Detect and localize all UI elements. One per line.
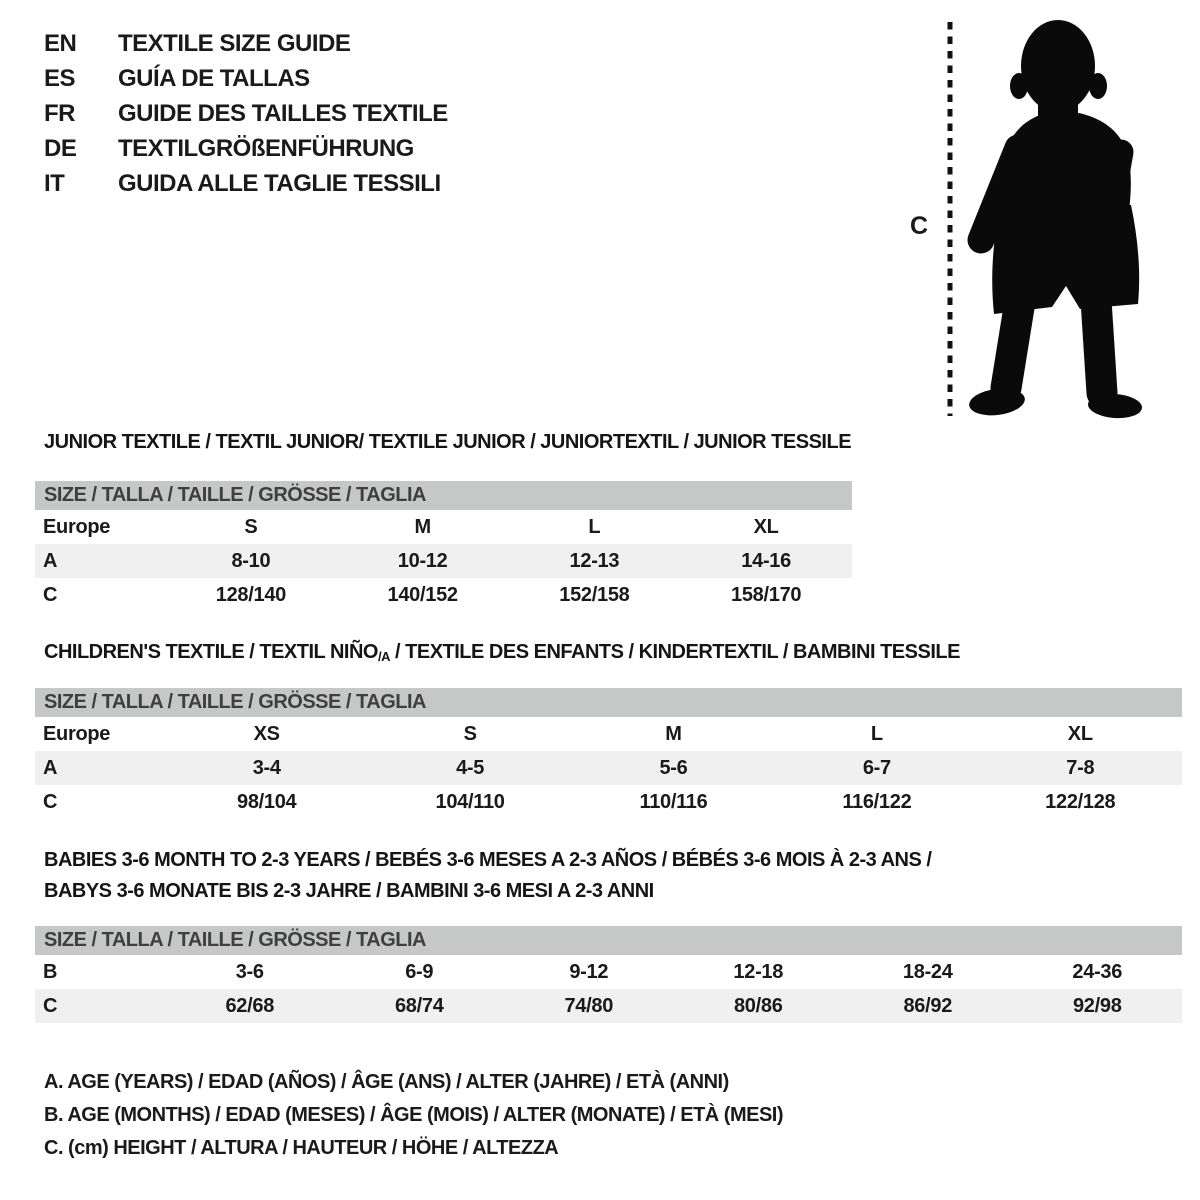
size-header-band: SIZE / TALLA / TAILLE / GRÖSSE / TAGLIA	[35, 926, 1182, 955]
size-value-cell: 6-9	[405, 960, 434, 983]
size-value-cell: 116/122	[842, 790, 912, 813]
junior-section-title: JUNIOR TEXTILE / TEXTIL JUNIOR/ TEXTILE JUNIOR / JUNIORTEXTIL / JUNIOR TESSILE	[44, 431, 852, 453]
table-row	[35, 510, 852, 544]
legend-line-a: A. AGE (YEARS) / EDAD (AÑOS) / ÂGE (ANS) / ALTER (JAHRE) / ETÀ (ANNI)	[44, 1071, 729, 1093]
toddler-silhouette-icon	[900, 0, 1200, 430]
size-value-cell: 86/92	[843, 989, 1013, 1023]
row-label: Europe	[43, 515, 111, 538]
size-value-cell: 158/170	[731, 583, 802, 606]
size-header-band: SIZE / TALLA / TAILLE / GRÖSSE / TAGLIA	[35, 688, 1182, 717]
size-value-cell: 10-12	[337, 544, 509, 578]
table-row	[35, 989, 1182, 1023]
lang-label: GUIDE DES TAILLES TEXTILE	[118, 100, 448, 127]
size-value-cell: L	[588, 515, 601, 538]
size-header-band: SIZE / TALLA / TAILLE / GRÖSSE / TAGLIA	[35, 481, 852, 510]
row-label: C	[43, 583, 58, 606]
table-row	[35, 544, 852, 578]
size-value-cell: 14-16	[680, 544, 852, 578]
lang-label: TEXTILE SIZE GUIDE	[118, 30, 351, 57]
size-value-cell: 110/116	[639, 790, 708, 813]
size-value-cell: 12-13	[509, 544, 681, 578]
lang-label: TEXTILGRÖßENFÜHRUNG	[118, 135, 414, 162]
babies-size-table	[35, 926, 1182, 1023]
junior-size-table	[35, 481, 852, 612]
size-value-cell: M	[665, 722, 682, 745]
legend-line-b: B. AGE (MONTHS) / EDAD (MESES) / ÂGE (MOIS) / ALTER (MONATE) / ETÀ (MESI)	[44, 1104, 784, 1126]
size-value-cell: 128/140	[215, 583, 286, 606]
size-value-cell: 80/86	[674, 989, 844, 1023]
table-row	[35, 578, 852, 612]
row-label: A	[35, 751, 165, 785]
size-value-cell: 6-7	[775, 751, 978, 785]
children-title-text: CHILDREN'S TEXTILE / TEXTIL NIÑO	[44, 641, 378, 663]
size-value-cell: 4-5	[368, 751, 571, 785]
size-value-cell: 3-6	[235, 960, 264, 983]
size-value-cell: L	[870, 722, 883, 745]
children-size-table	[35, 688, 1182, 819]
table-row	[35, 717, 1182, 751]
table-row	[35, 785, 1182, 819]
size-value-cell: 140/152	[387, 583, 458, 606]
size-value-cell: 74/80	[504, 989, 674, 1023]
size-value-cell: 24-36	[1072, 960, 1123, 983]
size-value-cell: 9-12	[569, 960, 609, 983]
measurement-legend	[44, 1066, 783, 1165]
lang-label: GUÍA DE TALLAS	[118, 65, 310, 92]
row-label: C	[35, 989, 165, 1023]
table-row	[35, 955, 1182, 989]
size-value-cell: 18-24	[902, 960, 953, 983]
size-value-cell: 8-10	[165, 544, 337, 578]
lang-code: DE	[44, 135, 77, 162]
babies-title-line2: BABYS 3-6 MONATE BIS 2-3 JAHRE / BAMBINI 3-6 MESI A 2-3 ANNI	[44, 880, 654, 902]
language-list	[44, 26, 448, 201]
size-value-cell: M	[414, 515, 431, 538]
lang-code: IT	[44, 170, 65, 197]
legend-line-c: C. (cm) HEIGHT / ALTURA / HAUTEUR / HÖHE / ALTEZZA	[44, 1137, 559, 1159]
size-value-cell: 104/110	[435, 790, 505, 813]
row-label: Europe	[43, 722, 111, 745]
children-section-title	[44, 641, 960, 664]
row-label: A	[35, 544, 165, 578]
row-label: B	[43, 960, 58, 983]
size-value-cell: S	[463, 722, 477, 745]
size-value-cell: 3-4	[165, 751, 368, 785]
size-value-cell: 122/128	[1045, 790, 1116, 813]
size-value-cell: 98/104	[237, 790, 297, 813]
size-value-cell: 7-8	[979, 751, 1182, 785]
size-value-cell: 62/68	[165, 989, 335, 1023]
height-marker-label: C	[910, 212, 929, 240]
table-row	[35, 751, 1182, 785]
size-value-cell: 152/158	[559, 583, 630, 606]
lang-code: ES	[44, 65, 76, 92]
lang-label: GUIDA ALLE TAGLIE TESSILI	[118, 170, 441, 197]
lang-code: EN	[44, 30, 77, 57]
size-value-cell: XS	[253, 722, 280, 745]
size-value-cell: 92/98	[1013, 989, 1183, 1023]
size-value-cell: XL	[1067, 722, 1093, 745]
children-title-text: / TEXTILE DES ENFANTS / KINDERTEXTIL / BAMBINI TESSILE	[389, 641, 960, 663]
size-value-cell: 5-6	[572, 751, 775, 785]
height-figure	[900, 0, 1200, 430]
size-value-cell: S	[244, 515, 258, 538]
children-title-subscript: /A	[377, 649, 390, 664]
lang-code: FR	[44, 100, 75, 127]
babies-section-title	[44, 845, 931, 907]
size-value-cell: 68/74	[335, 989, 505, 1023]
size-value-cell: 12-18	[733, 960, 784, 983]
babies-title-line1: BABIES 3-6 MONTH TO 2-3 YEARS / BEBÉS 3-6 MESES A 2-3 AÑOS / BÉBÉS 3-6 MOIS À 2-3 ANS /	[44, 849, 932, 871]
size-value-cell: XL	[753, 515, 779, 538]
row-label: C	[43, 790, 58, 813]
